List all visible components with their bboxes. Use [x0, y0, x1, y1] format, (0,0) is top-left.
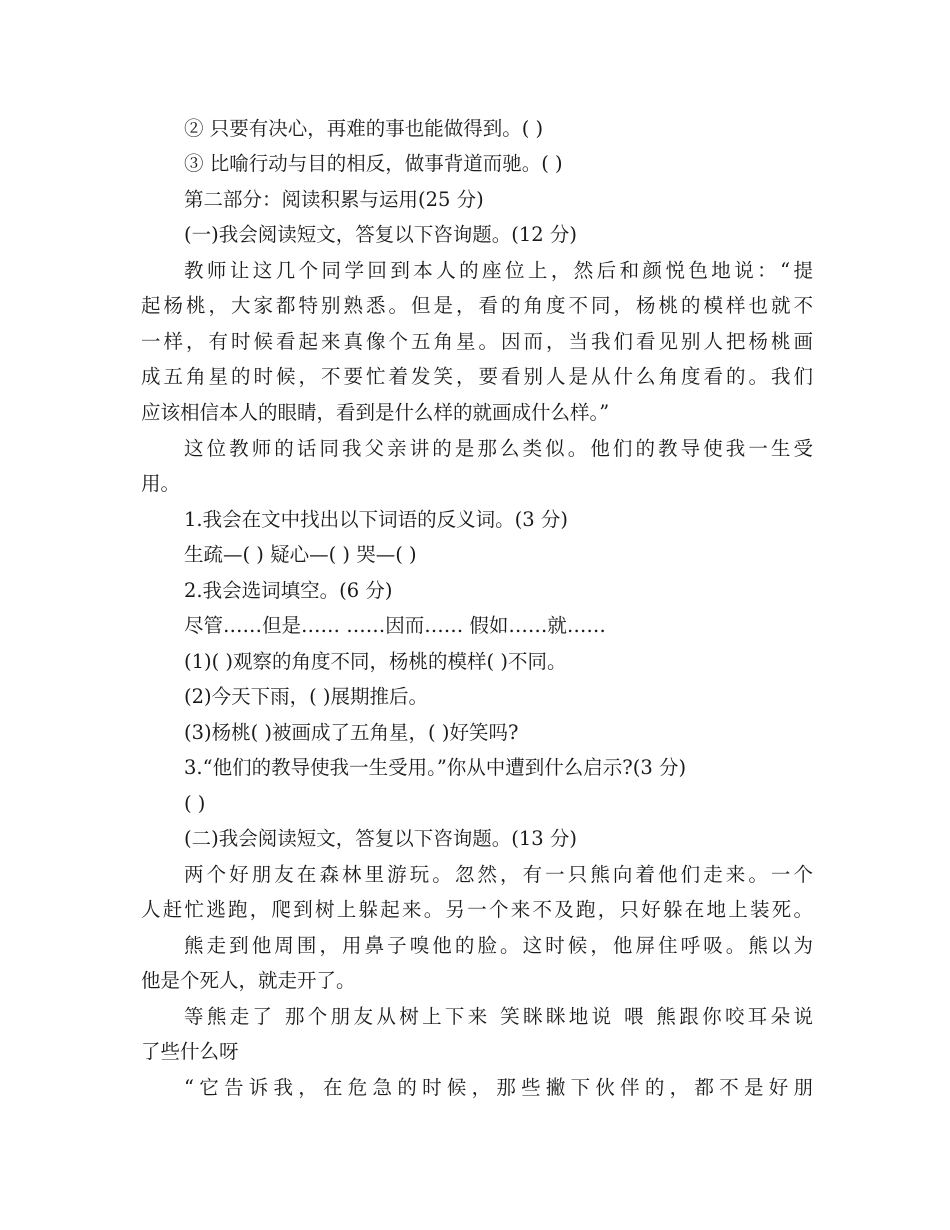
question-line: (1)( )观察的角度不同，杨桃的模样( )不同。	[184, 650, 567, 673]
text-line: ③ 比喻行动与目的相反，做事背道而驰。( )	[184, 152, 563, 175]
paragraph-line: 人赶忙逃跑，爬到树上躲起来。另一个来不及跑，只好躲在地上装死。	[141, 898, 813, 921]
paragraph-line: 两个好朋友在森林里游玩。忽然，有一只熊向着他们走来。一个	[184, 863, 813, 886]
question-line: 生疏—( ) 疑心—( ) 哭—( )	[184, 543, 417, 566]
section-heading: 第二部分：阅读积累与运用(25 分)	[184, 188, 484, 211]
paragraph-line: 他是个死人，就走开了。	[141, 969, 356, 992]
subsection-heading: (二)我会阅读短文，答复以下咨询题。(13 分)	[184, 827, 577, 850]
question-line: 尽管……但是…… ……因而…… 假如……就……	[184, 614, 606, 637]
question-line: (3)杨桃( )被画成了五角星，( )好笑吗?	[184, 721, 519, 744]
paragraph-line: 应该相信本人的眼睛，看到是什么样的就画成什么样。”	[141, 401, 610, 424]
paragraph-line: 了些什么呀	[141, 1040, 239, 1063]
paragraph-line: 一样，有时候看起来真像个五角星。因而，当我们看见别人把杨桃画	[141, 330, 813, 353]
subsection-heading: (一)我会阅读短文，答复以下咨询题。(12 分)	[184, 223, 577, 246]
question-line: 3.“他们的教导使我一生受用。”你从中遭到什么启示?(3 分)	[184, 756, 687, 779]
paragraph-line: 等熊走了 那个朋友从树上下来 笑眯眯地说 喂 熊跟你咬耳朵说	[184, 1005, 813, 1028]
paragraph-line: “它告诉我，在危急的时候，那些撇下伙伴的，都不是好朋	[184, 1076, 813, 1099]
paragraph-line: 熊走到他周围，用鼻子嗅他的脸。这时候，他屏住呼吸。熊以为	[184, 934, 813, 957]
answer-blank: ( )	[184, 792, 206, 815]
paragraph-line: 起杨桃，大家都特别熟悉。但是，看的角度不同，杨桃的模样也就不	[141, 294, 813, 317]
question-line: 1.我会在文中找出以下词语的反义词。(3 分)	[184, 508, 568, 531]
paragraph-line: 这位教师的话同我父亲讲的是那么类似。他们的教导使我一生受	[184, 437, 813, 460]
question-line: (2)今天下雨，( )展期推后。	[184, 685, 429, 708]
paragraph-line: 教师让这几个同学回到本人的座位上，然后和颜悦色地说：“提	[184, 259, 813, 282]
paragraph-line: 成五角星的时候，不要忙着发笑，要看别人是从什么角度看的。我们	[141, 365, 813, 388]
text-line: ② 只要有决心，再难的事也能做得到。( )	[184, 117, 544, 140]
question-line: 2.我会选词填空。(6 分)	[184, 579, 393, 602]
paragraph-line: 用。	[141, 472, 181, 495]
